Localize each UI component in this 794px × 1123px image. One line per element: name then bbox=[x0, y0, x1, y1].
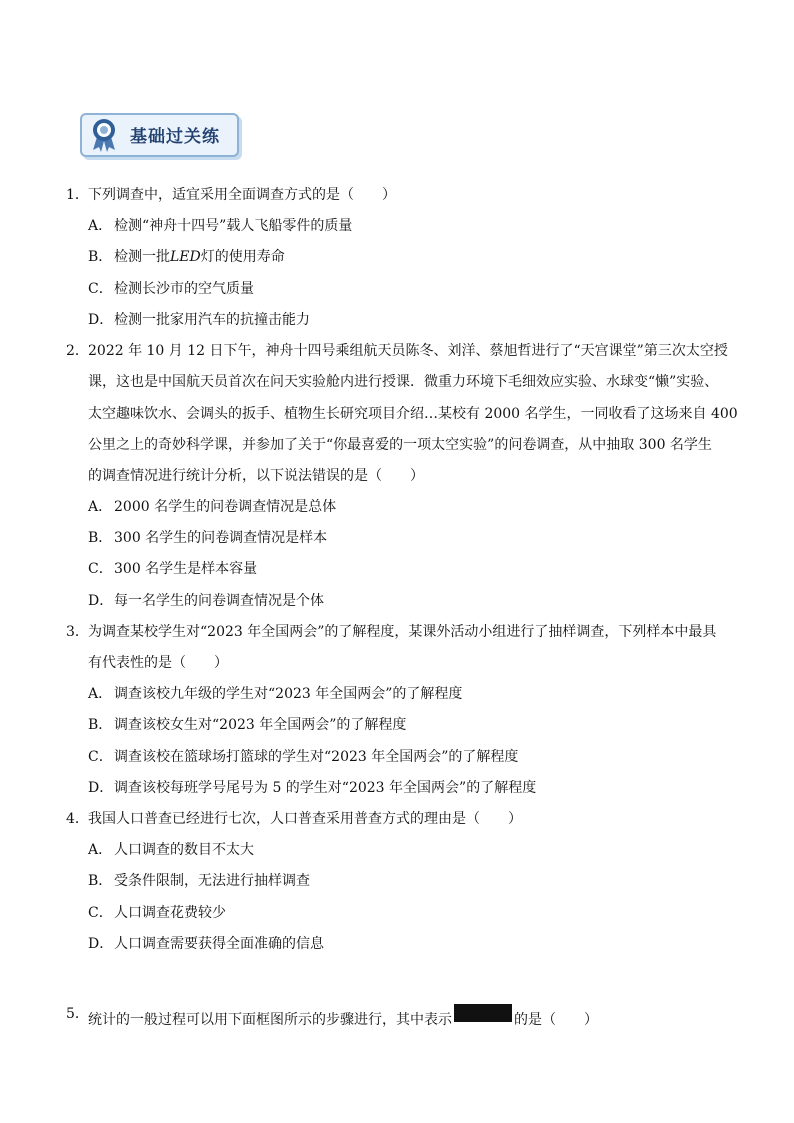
question-number: 4． bbox=[66, 811, 89, 827]
question-line: 2022 年 10 月 12 日下午，神舟十四号乘组航天员陈冬、刘洋、蔡旭哲进行了“天宫课堂”第三次太空授 bbox=[88, 343, 728, 359]
question-4 bbox=[66, 809, 522, 829]
option-label: B． bbox=[88, 717, 113, 733]
q2-option-c[interactable] bbox=[88, 559, 257, 579]
option-text: 人口调查花费较少 bbox=[114, 905, 226, 921]
question-number: 2． bbox=[66, 343, 89, 359]
q2-option-a[interactable] bbox=[88, 497, 336, 517]
q1-option-a[interactable] bbox=[88, 216, 352, 236]
q1-option-b[interactable] bbox=[88, 247, 285, 267]
option-text: 人口调查需要获得全面准确的信息 bbox=[114, 936, 324, 952]
section-title: 基础过关练 bbox=[130, 127, 220, 147]
option-text: 检测“神舟十四号”载人飞船零件的质量 bbox=[114, 218, 353, 234]
q4-option-c[interactable] bbox=[88, 903, 226, 923]
option-label: D． bbox=[88, 780, 114, 796]
question-line: 太空趣味饮水、会调头的扳手、植物生长研究项目介绍…某校有 2000 名学生，一同收看了这场来自 400 bbox=[88, 406, 738, 422]
question-stem-pre: 统计的一般过程可以用下面框图所示的步骤进行，其中表示 bbox=[88, 1012, 452, 1028]
option-label: A． bbox=[88, 499, 113, 515]
question-stem-post: 的是（ ） bbox=[514, 1012, 598, 1028]
question-line: 的调查情况进行统计分析，以下说法错误的是（ ） bbox=[88, 468, 424, 484]
option-label: B． bbox=[88, 249, 113, 265]
q4-option-a[interactable] bbox=[88, 840, 254, 860]
q2-option-d[interactable] bbox=[88, 591, 324, 611]
question-line: 课，这也是中国航天员首次在问天实验舱内进行授课．微重力环境下毛细效应实验、水球变“懒”实验、 bbox=[88, 374, 719, 390]
option-label: C． bbox=[88, 905, 113, 921]
section-badge bbox=[80, 113, 240, 157]
question-2 bbox=[66, 341, 728, 361]
q1-option-d[interactable] bbox=[88, 310, 310, 330]
option-label: C． bbox=[88, 281, 113, 297]
q3-option-d[interactable] bbox=[88, 778, 536, 798]
option-text: 检测一批家用汽车的抗撞击能力 bbox=[114, 312, 310, 328]
question-line: 为调查某校学生对“2023 年全国两会”的了解程度，某课外活动小组进行了抽样调查，下列样本中最具 bbox=[88, 624, 717, 640]
option-text: 300 名学生是样本容量 bbox=[114, 561, 258, 577]
award-medal-icon bbox=[89, 117, 119, 153]
option-label: D． bbox=[88, 312, 114, 328]
option-label: D． bbox=[88, 593, 114, 609]
option-text: 调查该校九年级的学生对“2023 年全国两会”的了解程度 bbox=[114, 686, 463, 702]
option-text: 2000 名学生的问卷调查情况是总体 bbox=[114, 499, 337, 515]
q4-option-d[interactable] bbox=[88, 934, 324, 954]
option-text: 人口调查的数目不太大 bbox=[114, 842, 254, 858]
option-text: 受条件限制，无法进行抽样调查 bbox=[114, 873, 310, 889]
question-number: 3． bbox=[66, 624, 89, 640]
option-label: B． bbox=[88, 873, 113, 889]
q3-option-c[interactable] bbox=[88, 747, 518, 767]
q4-option-b[interactable] bbox=[88, 871, 310, 891]
option-label: A． bbox=[88, 842, 113, 858]
option-text-post: 灯的使用寿命 bbox=[200, 249, 285, 265]
q3-option-b[interactable] bbox=[88, 715, 406, 735]
question-number: 1． bbox=[66, 187, 89, 203]
option-text: 检测长沙市的空气质量 bbox=[114, 281, 254, 297]
option-label: C． bbox=[88, 749, 113, 765]
question-1 bbox=[66, 185, 396, 205]
option-text-pre: 检测一批 bbox=[114, 249, 170, 265]
redacted-box bbox=[454, 1004, 512, 1022]
option-label: C． bbox=[88, 561, 113, 577]
q1-option-c[interactable] bbox=[88, 279, 254, 299]
option-label: A． bbox=[88, 218, 113, 234]
question-number: 5． bbox=[66, 1006, 89, 1022]
option-text: 每一名学生的问卷调查情况是个体 bbox=[114, 593, 324, 609]
option-text: 调查该校每班学号尾号为 5 的学生对“2023 年全国两会”的了解程度 bbox=[114, 780, 537, 796]
option-text: 300 名学生的问卷调查情况是样本 bbox=[114, 530, 328, 546]
q2-option-b[interactable] bbox=[88, 528, 327, 548]
option-text: 调查该校女生对“2023 年全国两会”的了解程度 bbox=[114, 717, 407, 733]
option-text-em: LED bbox=[170, 249, 201, 265]
q3-option-a[interactable] bbox=[88, 684, 462, 704]
question-5 bbox=[66, 1004, 598, 1030]
question-stem: 我国人口普查已经进行七次，人口普查采用普查方式的理由是（ ） bbox=[88, 811, 522, 827]
question-line: 有代表性的是（ ） bbox=[88, 655, 228, 671]
question-line: 公里之上的奇妙科学课，并参加了关于“你最喜爱的一项太空实验”的问卷调查，从中抽取 300 名学生 bbox=[88, 437, 712, 453]
question-3 bbox=[66, 622, 717, 642]
option-label: B． bbox=[88, 530, 113, 546]
option-text: 调查该校在篮球场打篮球的学生对“2023 年全国两会”的了解程度 bbox=[114, 749, 519, 765]
option-label: A． bbox=[88, 686, 113, 702]
question-stem: 下列调查中，适宜采用全面调查方式的是（ ） bbox=[88, 187, 396, 203]
option-label: D． bbox=[88, 936, 114, 952]
